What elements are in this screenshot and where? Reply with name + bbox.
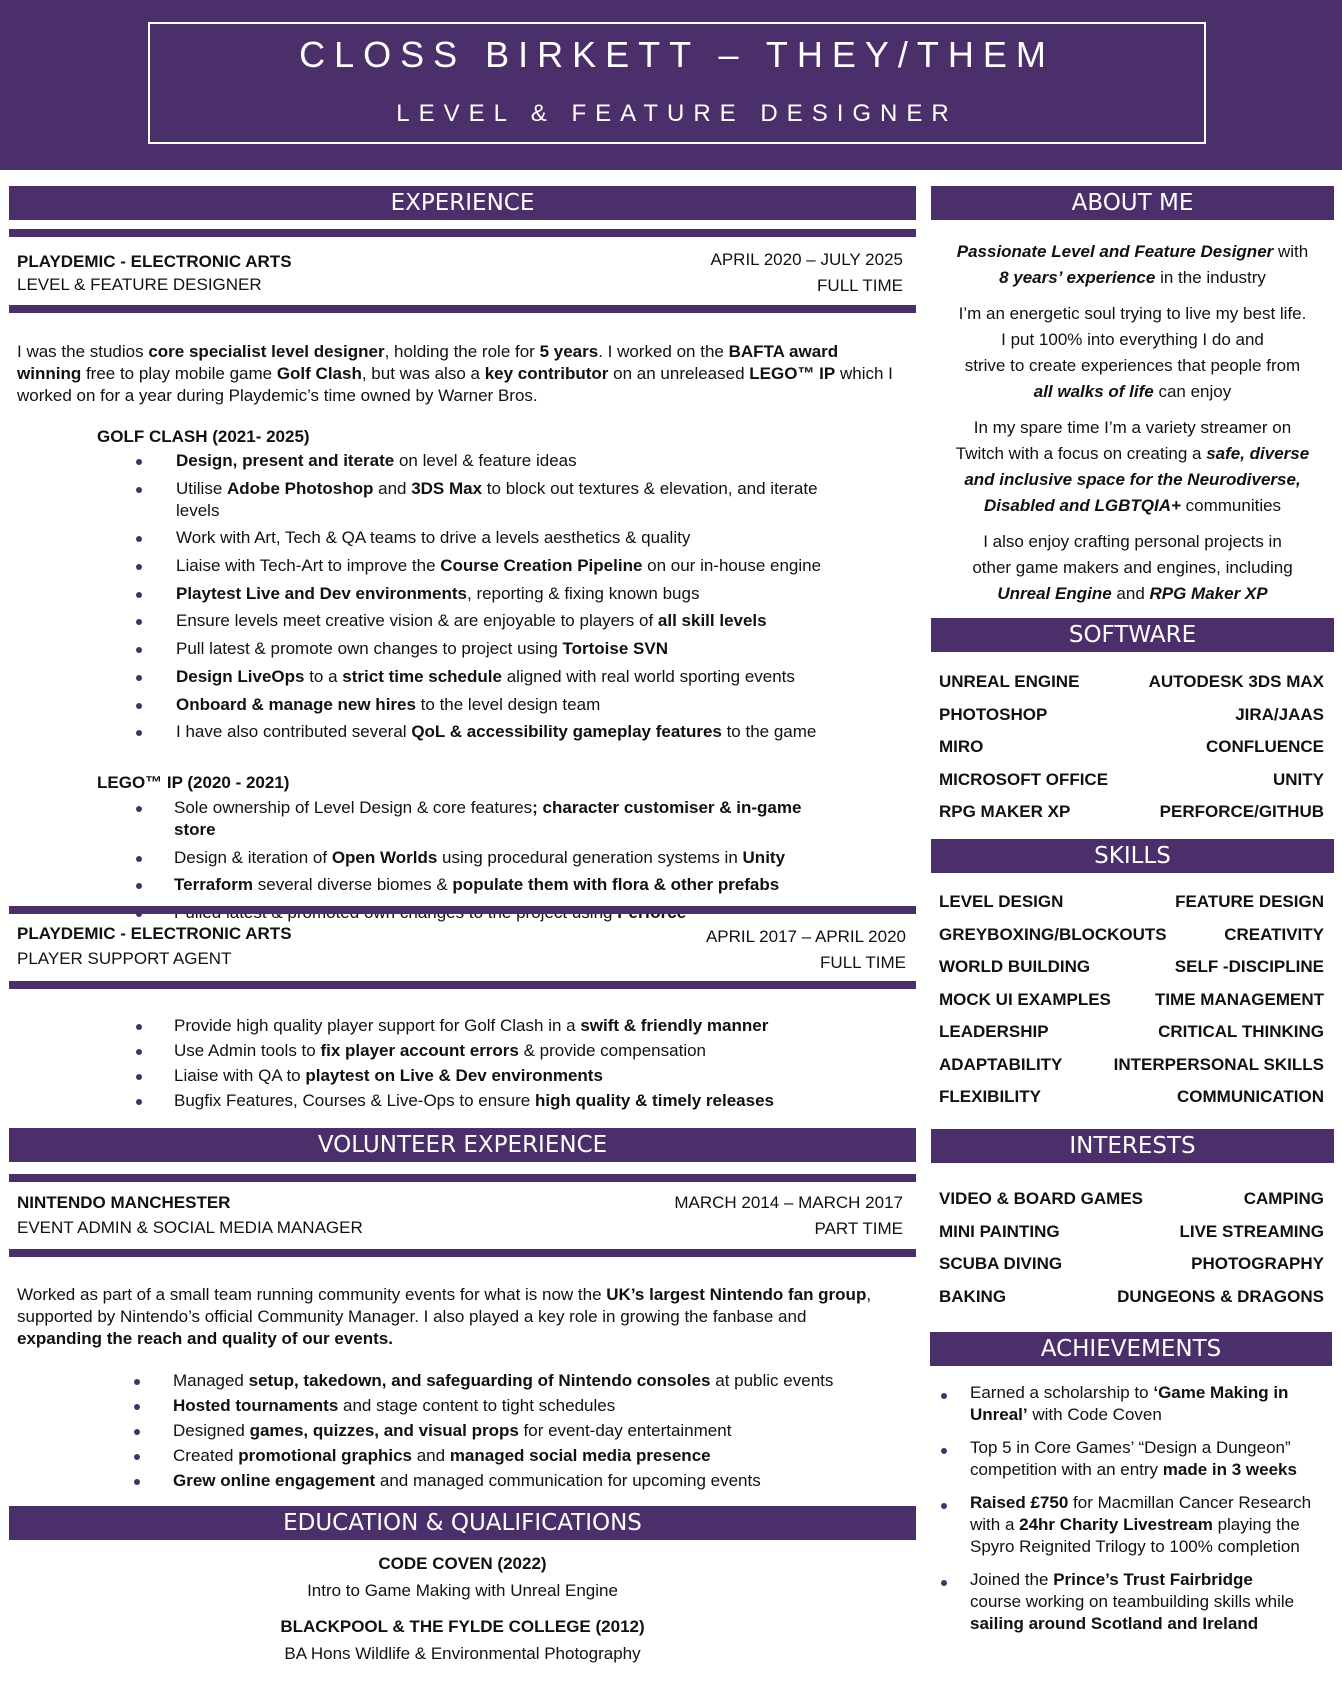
volunteer-dates: MARCH 2014 – MARCH 2017 bbox=[674, 1193, 903, 1212]
bullet-icon bbox=[136, 856, 142, 862]
grid-item-right: CONFLUENCE bbox=[1205, 737, 1324, 756]
divider bbox=[9, 229, 916, 237]
job-summary bbox=[17, 341, 897, 407]
text-run: Ensure levels meet creative vision & are enjoyable to players of bbox=[176, 611, 658, 631]
project-title bbox=[97, 772, 289, 794]
volunteer-position: EVENT ADMIN & SOCIAL MEDIA MANAGER bbox=[17, 1218, 363, 1237]
bold-text: Terraform bbox=[174, 875, 254, 895]
bullet-icon bbox=[134, 1429, 140, 1435]
bold-text: sailing around Scotland and Ireland bbox=[970, 1614, 1259, 1633]
bullet-icon bbox=[136, 619, 142, 625]
text-run: using procedural generation systems in bbox=[437, 847, 743, 867]
bold-text: ; character customiser & in-game store bbox=[174, 798, 802, 839]
divider bbox=[9, 981, 916, 989]
bullet-item bbox=[0, 874, 840, 896]
text-run: . I worked on the bbox=[598, 342, 729, 361]
text-run: Sole ownership of Level Design & core features bbox=[174, 798, 533, 817]
bullet-icon bbox=[136, 487, 142, 493]
about-paragraph bbox=[931, 415, 1334, 519]
text-run: Work with Art, Tech & QA teams to drive a levels aesthetics & quality bbox=[176, 528, 691, 548]
bold-text: Prince’s Trust Fairbridge bbox=[1053, 1570, 1253, 1589]
about-text bbox=[931, 239, 1334, 617]
bullet-item bbox=[0, 1395, 840, 1417]
bullet-icon bbox=[134, 1379, 140, 1385]
bullet-item bbox=[0, 721, 840, 743]
job-dates: APRIL 2017 – APRIL 2020 bbox=[705, 927, 906, 946]
text-run: Twitch with a focus on creating a bbox=[955, 444, 1207, 463]
text-run: Joined the bbox=[970, 1570, 1054, 1589]
bullet-icon bbox=[941, 1580, 947, 1586]
text-run: Design & iteration of bbox=[174, 847, 332, 867]
text-run: Provide high quality player support for Golf Clash in a bbox=[174, 1016, 581, 1035]
text-run: Managed bbox=[173, 1371, 249, 1390]
volunteer-bullets bbox=[0, 1370, 900, 1495]
bold-text: Design LiveOps bbox=[176, 666, 305, 686]
divider bbox=[9, 906, 916, 914]
bullet-item bbox=[0, 847, 840, 869]
bullet-icon bbox=[136, 675, 142, 681]
bold-text: managed social media presence bbox=[449, 1446, 711, 1465]
bold-italic-text: Passionate Level and Feature Designer bbox=[956, 242, 1274, 261]
text-run: to the game bbox=[721, 722, 817, 742]
text-run: on an unreleased bbox=[608, 364, 750, 383]
bold-text: Grew online engagement bbox=[173, 1471, 376, 1490]
text-run: at public events bbox=[710, 1371, 834, 1390]
text-run: aligned with real world sporting events bbox=[501, 666, 795, 686]
education-institution: CODE COVEN (2022) bbox=[378, 1554, 547, 1573]
bold-text: Raised £750 bbox=[970, 1493, 1069, 1512]
bold-text: key contributor bbox=[484, 364, 609, 383]
text-run: free to play mobile game bbox=[81, 364, 277, 383]
bold-text: UK’s largest Nintendo fan group bbox=[606, 1285, 867, 1304]
achievement-item bbox=[930, 1437, 1340, 1481]
bold-text: fix player account errors bbox=[320, 1041, 519, 1060]
grid-item-right: CRITICAL THINKING bbox=[1158, 1022, 1324, 1041]
bullet-item bbox=[0, 1015, 840, 1037]
grid-item-left: MIRO bbox=[939, 737, 984, 756]
text-run: for Macmillan Cancer Research bbox=[1068, 1493, 1312, 1512]
bold-text: Hosted tournaments bbox=[173, 1396, 339, 1415]
job-company: PLAYDEMIC - ELECTRONIC ARTS bbox=[17, 252, 292, 271]
bullet-icon bbox=[136, 1074, 142, 1080]
grid-item-left: ADAPTABILITY bbox=[939, 1054, 1063, 1074]
bold-text: populate them with flora & other prefabs bbox=[452, 875, 780, 895]
text-run: In my spare time I’m a variety streamer on bbox=[973, 418, 1292, 437]
bullet-item bbox=[0, 1370, 840, 1392]
bullet-icon bbox=[136, 883, 142, 889]
text-run: and bbox=[1111, 584, 1150, 603]
bold-italic-text: all walks of life bbox=[1033, 382, 1154, 401]
bullet-item bbox=[0, 694, 840, 716]
text-run: can enjoy bbox=[1153, 382, 1232, 401]
bold-italic-text: safe, diverse bbox=[1206, 444, 1310, 463]
project-bullets-golf-clash bbox=[0, 450, 900, 749]
grid-item-right: AUTODESK 3DS MAX bbox=[1148, 672, 1324, 691]
bullet-item bbox=[0, 1090, 840, 1112]
bold-italic-text: Unreal Engine bbox=[997, 584, 1112, 603]
grid-item-right: PERFORCE/GITHUB bbox=[1159, 802, 1324, 821]
text-run: Liaise with QA to bbox=[174, 1066, 306, 1085]
text-run: I have also contributed several bbox=[176, 722, 412, 742]
text-run: Utilise bbox=[176, 478, 228, 498]
bold-text: Onboard & manage new hires bbox=[176, 694, 416, 714]
divider bbox=[9, 1249, 916, 1257]
grid-item-right: PHOTOGRAPHY bbox=[1191, 1254, 1324, 1273]
bold-text: promotional graphics bbox=[238, 1446, 412, 1465]
text-run: strive to create experiences that people from bbox=[964, 356, 1301, 375]
text-run: I also enjoy crafting personal projects in bbox=[983, 532, 1282, 551]
grid-item-right: COMMUNICATION bbox=[1177, 1087, 1324, 1106]
bullet-icon bbox=[134, 1479, 140, 1485]
candidate-role: LEVEL & FEATURE DESIGNER bbox=[396, 100, 958, 127]
bold-text: Course Creation Pipeline bbox=[440, 556, 643, 576]
text-run: to block out textures & elevation, and iterate levels bbox=[176, 478, 818, 520]
text-run: Spyro Reignited Trilogy to 100% completion bbox=[970, 1537, 1300, 1556]
grid-item-right: CAMPING bbox=[1243, 1189, 1324, 1208]
bold-text: Adobe Photoshop bbox=[227, 478, 374, 498]
bullet-item bbox=[0, 1065, 840, 1087]
grid-item-left: VIDEO & BOARD GAMES bbox=[939, 1189, 1144, 1208]
section-header-skills: SKILLS bbox=[931, 839, 1334, 873]
bold-italic-text: 8 years’ experience bbox=[999, 268, 1156, 287]
text-run: with Code Coven bbox=[1027, 1405, 1162, 1424]
education-course: BA Hons Wildlife & Environmental Photography bbox=[284, 1644, 641, 1663]
text-run: on our in-house engine bbox=[642, 556, 822, 576]
bullet-item bbox=[0, 1420, 840, 1442]
grid-item-right: FEATURE DESIGN bbox=[1175, 892, 1324, 911]
project-title-text: LEGO™ IP (2020 - 2021) bbox=[97, 773, 290, 792]
bold-text: Unity bbox=[742, 847, 786, 867]
grid-item-left: WORLD BUILDING bbox=[939, 957, 1091, 976]
text-run: and stage content to tight schedules bbox=[338, 1396, 616, 1415]
text-run: Bugfix Features, Courses & Live-Ops to ensure bbox=[174, 1091, 535, 1110]
text-run: , but was also a bbox=[361, 364, 485, 383]
bold-text: 3DS Max bbox=[411, 478, 483, 498]
job-dates: APRIL 2020 – JULY 2025 bbox=[710, 250, 903, 269]
bullet-item bbox=[0, 1445, 840, 1467]
bold-text: Golf Clash bbox=[276, 364, 362, 383]
bullet-icon bbox=[134, 1404, 140, 1410]
text-run: to a bbox=[304, 666, 343, 686]
bold-text: expanding the reach and quality of our events. bbox=[17, 1329, 393, 1348]
bullet-item bbox=[0, 450, 840, 472]
bold-text: QoL & accessibility gameplay features bbox=[411, 722, 722, 742]
text-run: Worked as part of a small team running community events for what is now the bbox=[17, 1285, 607, 1304]
bullet-item bbox=[0, 638, 840, 660]
text-run: for event-day entertainment bbox=[518, 1421, 732, 1440]
bold-text: 24hr Charity Livestream bbox=[1019, 1515, 1213, 1534]
grid-item-left: PHOTOSHOP bbox=[939, 704, 1048, 724]
text-run: , holding the role for bbox=[384, 342, 540, 361]
bullet-item bbox=[0, 1040, 840, 1062]
bold-text: swift & friendly manner bbox=[580, 1016, 769, 1035]
text-run: other game makers and engines, including bbox=[972, 558, 1293, 577]
bullet-icon bbox=[136, 1099, 142, 1105]
bold-text: strict time schedule bbox=[342, 666, 502, 686]
bold-text: Unreal’ bbox=[970, 1405, 1028, 1424]
text-run: , reporting & fixing known bugs bbox=[467, 583, 700, 603]
bold-text: BAFTA award winning bbox=[17, 342, 839, 383]
section-header-education: EDUCATION & QUALIFICATIONS bbox=[9, 1506, 916, 1540]
section-header-about: ABOUT ME bbox=[931, 186, 1334, 220]
divider bbox=[9, 1174, 916, 1182]
text-run: I’m an energetic soul trying to live my best life. bbox=[958, 304, 1307, 323]
grid-item-left: LEVEL DESIGN bbox=[939, 892, 1064, 911]
achievements-list bbox=[930, 1382, 1340, 1646]
bold-text: setup, takedown, and safeguarding of Nintendo consoles bbox=[248, 1371, 711, 1390]
job-position: LEVEL & FEATURE DESIGNER bbox=[17, 275, 262, 294]
section-header-interests: INTERESTS bbox=[931, 1129, 1334, 1163]
text-run: on level & feature ideas bbox=[394, 451, 577, 470]
bullet-icon bbox=[136, 1024, 142, 1030]
text-run: Top 5 in Core Games’ “Design a Dungeon” bbox=[970, 1438, 1291, 1457]
job-type: FULL TIME bbox=[820, 953, 906, 972]
text-run: Designed bbox=[173, 1421, 250, 1440]
job-position: PLAYER SUPPORT AGENT bbox=[17, 949, 232, 968]
about-paragraph bbox=[931, 529, 1334, 607]
text-run: I was the studios bbox=[17, 342, 149, 361]
text-run: competition with an entry bbox=[970, 1460, 1163, 1479]
text-run: communities bbox=[1180, 496, 1282, 515]
grid-item-left: MINI PAINTING bbox=[939, 1221, 1060, 1241]
bullet-item bbox=[0, 478, 840, 522]
bold-text: ‘Game Making in bbox=[1153, 1383, 1289, 1402]
achievement-item bbox=[930, 1382, 1340, 1426]
bullet-icon bbox=[941, 1393, 947, 1399]
grid-item-left: SCUBA DIVING bbox=[939, 1254, 1063, 1273]
bold-text: playtest on Live & Dev environments bbox=[305, 1066, 603, 1085]
text-run: , supported by Nintendo’s official Community Manager. I also played a key role in growing the fanbase and bbox=[17, 1285, 872, 1326]
section-header-experience: EXPERIENCE bbox=[9, 186, 916, 220]
grid-item-right: LIVE STREAMING bbox=[1179, 1221, 1324, 1241]
education-institution: BLACKPOOL & THE FYLDE COLLEGE (2012) bbox=[280, 1617, 645, 1636]
grid-item-right: TIME MANAGEMENT bbox=[1154, 989, 1324, 1009]
bullet-item bbox=[0, 583, 840, 605]
text-run: and bbox=[373, 478, 412, 498]
education-course: Intro to Game Making with Unreal Engine bbox=[307, 1581, 618, 1600]
bullet-item bbox=[0, 797, 840, 841]
text-run: & provide compensation bbox=[518, 1041, 706, 1060]
bullet-item bbox=[0, 666, 840, 688]
text-run: I put 100% into everything I do and bbox=[1001, 330, 1264, 349]
grid-item-right: INTERPERSONAL SKILLS bbox=[1113, 1054, 1324, 1074]
bold-text: Playtest Live and Dev environments bbox=[176, 583, 467, 603]
text-run: which I worked on for a year during Playdemic’s time owned by Warner Bros. bbox=[17, 364, 893, 405]
bullet-item bbox=[0, 527, 840, 549]
volunteer-summary bbox=[17, 1284, 877, 1350]
bullet-icon bbox=[136, 564, 142, 570]
bold-italic-text: and inclusive space for the Neurodiverse, bbox=[964, 470, 1301, 489]
text-run: Created bbox=[173, 1446, 239, 1465]
bold-text: Open Worlds bbox=[331, 847, 438, 867]
bullet-icon bbox=[941, 1448, 947, 1454]
section-header-software: SOFTWARE bbox=[931, 618, 1334, 652]
grid-item-right: SELF -DISCIPLINE bbox=[1174, 957, 1324, 976]
bold-text: made in 3 weeks bbox=[1162, 1460, 1297, 1479]
grid-item-left: MOCK UI EXAMPLES bbox=[939, 989, 1111, 1009]
bold-text: all skill levels bbox=[657, 611, 767, 631]
text-run: playing the bbox=[1212, 1515, 1300, 1534]
achievement-item bbox=[930, 1492, 1340, 1558]
bold-text: high quality & timely releases bbox=[534, 1091, 774, 1110]
about-paragraph bbox=[931, 301, 1334, 405]
bold-text: core specialist level designer bbox=[148, 342, 385, 361]
achievement-item bbox=[930, 1569, 1340, 1635]
grid-item-left: BAKING bbox=[939, 1286, 1007, 1306]
bold-text: Design, present and iterate bbox=[176, 451, 395, 470]
grid-item-right: CREATIVITY bbox=[1224, 924, 1324, 944]
candidate-name: CLOSS BIRKETT – THEY/THEM bbox=[299, 34, 1055, 75]
text-run: several diverse biomes & bbox=[253, 875, 453, 895]
grid-item-left: UNREAL ENGINE bbox=[939, 672, 1080, 691]
bullet-icon bbox=[134, 1454, 140, 1460]
bullet-icon bbox=[136, 592, 142, 598]
bullet-icon bbox=[136, 647, 142, 653]
bullet-icon bbox=[941, 1503, 947, 1509]
grid-item-left: FLEXIBILITY bbox=[939, 1087, 1041, 1106]
bullet-item bbox=[0, 610, 840, 632]
text-run: and managed communication for upcoming events bbox=[375, 1471, 761, 1490]
volunteer-type: PART TIME bbox=[814, 1219, 903, 1238]
divider bbox=[9, 305, 916, 313]
job-company: PLAYDEMIC - ELECTRONIC ARTS bbox=[17, 924, 292, 943]
bullet-icon bbox=[136, 703, 142, 709]
bullet-item bbox=[0, 555, 840, 577]
volunteer-org: NINTENDO MANCHESTER bbox=[17, 1193, 231, 1212]
bold-italic-text: Disabled and LGBTQIA+ bbox=[983, 496, 1181, 515]
bold-text: LEGO™ IP bbox=[749, 364, 836, 383]
bullet-icon bbox=[136, 1049, 142, 1055]
section-header-achievements: ACHIEVEMENTS bbox=[930, 1332, 1332, 1366]
text-run: with a bbox=[970, 1515, 1020, 1534]
bold-text: 5 years bbox=[539, 342, 599, 361]
text-run: Pull latest & promote own changes to project using bbox=[176, 639, 563, 659]
about-paragraph bbox=[931, 239, 1334, 291]
grid-item-left: GREYBOXING/BLOCKOUTS bbox=[939, 924, 1167, 944]
bold-italic-text: RPG Maker XP bbox=[1149, 584, 1268, 603]
text-run: Earned a scholarship to bbox=[970, 1383, 1154, 1402]
text-run: Use Admin tools to bbox=[174, 1041, 321, 1060]
bullet-icon bbox=[136, 459, 142, 465]
grid-item-right: JIRA/JAAS bbox=[1235, 704, 1324, 724]
text-run: with bbox=[1273, 242, 1309, 261]
grid-item-left: LEADERSHIP bbox=[939, 1022, 1049, 1041]
text-run: and bbox=[412, 1446, 450, 1465]
bold-text: Tortoise SVN bbox=[562, 639, 668, 659]
bold-text: games, quizzes, and visual props bbox=[249, 1421, 519, 1440]
bullet-item bbox=[0, 1470, 840, 1492]
grid-item-right: UNITY bbox=[1273, 769, 1324, 789]
job-bullets-player-support bbox=[0, 1015, 900, 1115]
text-run: Liaise with Tech-Art to improve the bbox=[176, 556, 441, 576]
grid-item-right: DUNGEONS & DRAGONS bbox=[1117, 1286, 1324, 1306]
text-run: in the industry bbox=[1155, 268, 1266, 287]
grid-item-left: MICROSOFT OFFICE bbox=[939, 769, 1109, 789]
section-header-volunteer: VOLUNTEER EXPERIENCE bbox=[9, 1128, 916, 1162]
text-run: to the level design team bbox=[415, 694, 601, 714]
bullet-icon bbox=[136, 536, 142, 542]
bullet-icon bbox=[136, 806, 142, 812]
project-title: GOLF CLASH (2021- 2025) bbox=[97, 427, 310, 446]
bullet-icon bbox=[136, 730, 142, 736]
text-run: course working on teambuilding skills while bbox=[970, 1592, 1295, 1611]
grid-item-left: RPG MAKER XP bbox=[939, 802, 1071, 821]
job-type: FULL TIME bbox=[817, 276, 903, 295]
